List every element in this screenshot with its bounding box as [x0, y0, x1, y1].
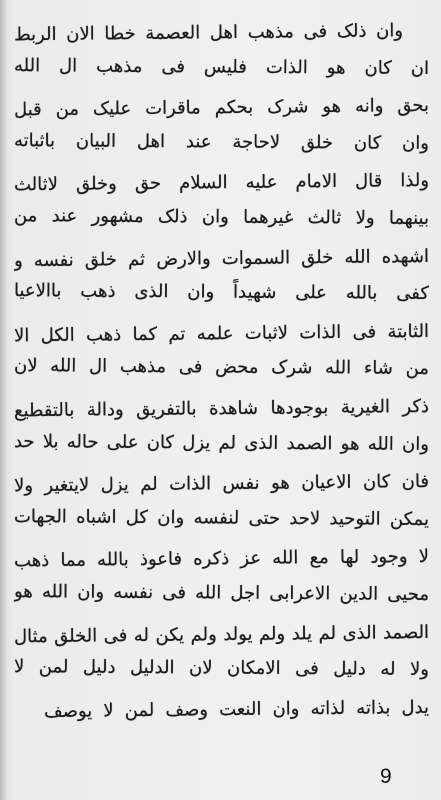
- manuscript-line: وان ذلک فی مذهب اهل العصمة خطا الان الربط: [13, 20, 404, 46]
- manuscript-text: [14, 12, 429, 774]
- page-number: 9: [380, 765, 392, 788]
- manuscript-line: من شاء الله شرک محض فی مذهب ال الله لان: [13, 355, 430, 380]
- manuscript-line: محیی الدین الاعرابی اجل الله فی نفسه وان الله هو: [13, 581, 430, 605]
- manuscript-line: بحق وانه هو شرک بحکم ماقرات علیک من قبل: [13, 95, 430, 121]
- manuscript-line: یدل بذاته لذاته وان النعت وصف لمن لا یوصف: [43, 696, 430, 722]
- manuscript-line: وان کان خلق لاحاجة عند اهل البیان باثباته: [13, 129, 430, 154]
- manuscript-line: الثابتة فی الذات لاثبات علمه تم کما ذهب الکل الا: [13, 320, 430, 347]
- manuscript-line: کفی بالله علی شهیداً وان الذی ذهب باالاعیا: [13, 280, 430, 305]
- manuscript-line: وان الله هو الصمد الذی لم یزل کان علی حاله بلا حد: [13, 430, 430, 455]
- manuscript-line: ان کان هو الذات فلیس فی مذهب ال الله: [13, 54, 430, 79]
- manuscript-line: لا وجود لها مع الله عز ذکره فاعوذ بالله مما ذهب: [13, 546, 430, 572]
- manuscript-line: ولا له دلیل فی الامکان لان الدلیل دلیل لمن لا: [13, 656, 430, 681]
- manuscript-line: فان کان الاعیان هو نفس الذات لم یزل لایتغیر ولا: [13, 471, 430, 497]
- manuscript-line: یمکن التوحید لاحد حتی لنفسه وان کل اشباه الجهات: [13, 505, 430, 530]
- manuscript-line: ولذا قال الامام علیه السلام حق وخلق لاثالث: [13, 170, 430, 196]
- manuscript-line: اشهده الله خلق السموات والارض ثم خلق نفسه و: [13, 245, 430, 271]
- manuscript-line: الصمد الذی لم یلد ولم یولد ولم یکن له فی الخلق مثال: [13, 621, 430, 647]
- manuscript-line: ذکر الغیریة بوجودها شاهدة بالتفریق ودالة بالتقطیع: [13, 395, 430, 422]
- manuscript-line: بینهما ولا ثالث غیرهما وان ذلک مشهور عند من: [13, 205, 430, 229]
